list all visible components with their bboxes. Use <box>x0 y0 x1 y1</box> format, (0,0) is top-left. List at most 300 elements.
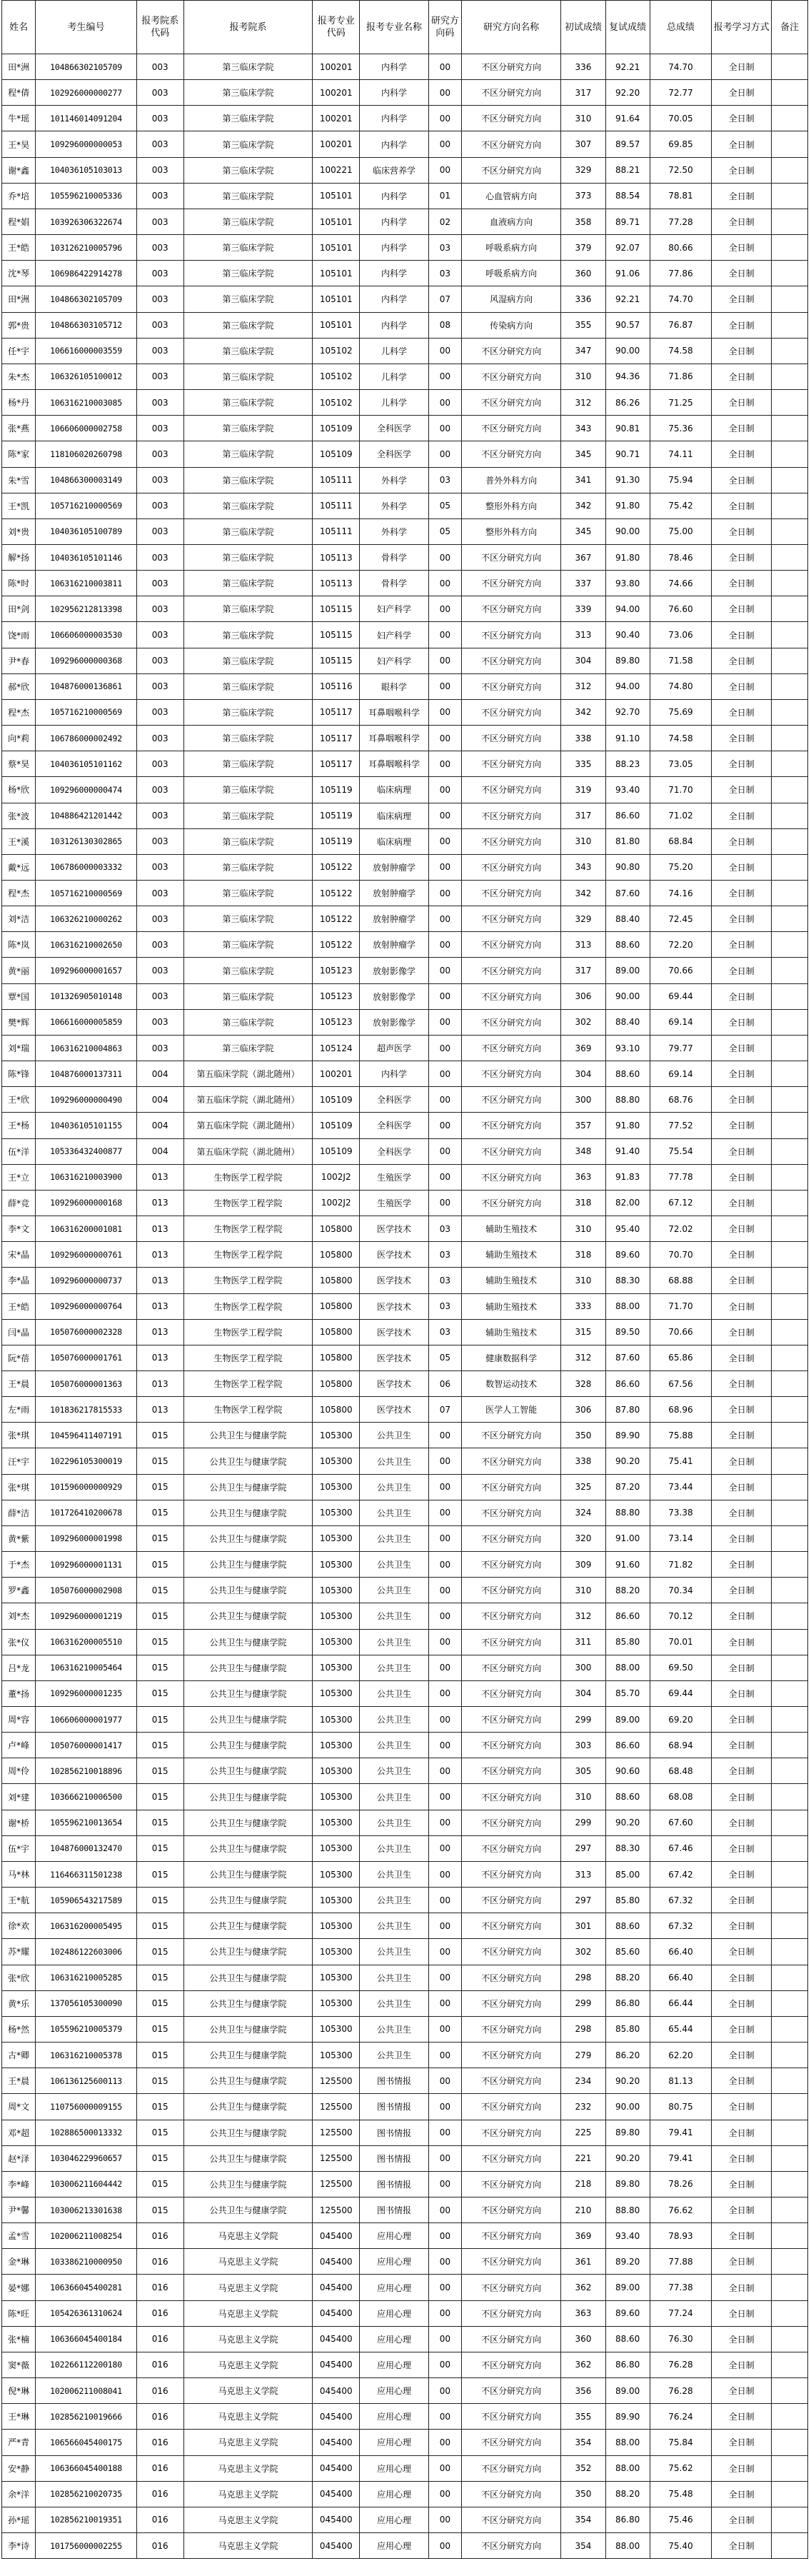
dir-code-cell: 00 <box>428 2275 461 2300</box>
study-mode-cell: 全日制 <box>712 2068 772 2094</box>
major-cell: 公共卫生 <box>360 1552 429 1578</box>
table-row <box>2 1397 808 1423</box>
table-row <box>2 235 808 261</box>
prelim-score-cell: 234 <box>561 2068 605 2094</box>
total-score-cell: 77.88 <box>650 2249 711 2275</box>
name-cell: 王*晨 <box>2 1370 36 1396</box>
study-mode-cell: 全日制 <box>712 1784 772 1810</box>
dept-code-cell: 013 <box>136 1216 183 1242</box>
dept-code-cell: 004 <box>136 1138 183 1164</box>
dept-cell: 第三临床学院 <box>183 1035 313 1061</box>
study-mode-cell: 全日制 <box>712 1680 772 1706</box>
dir-cell: 不区分研究方向 <box>461 2249 560 2275</box>
dept-cell: 生物医学工程学院 <box>183 1293 313 1319</box>
dir-code-cell: 00 <box>428 932 461 958</box>
dir-cell: 不区分研究方向 <box>461 1448 560 1474</box>
dept-cell: 公共卫生与健康学院 <box>183 1578 313 1603</box>
dir-cell: 不区分研究方向 <box>461 544 560 570</box>
table-row <box>2 1629 808 1655</box>
note-cell <box>772 1061 808 1087</box>
total-score-cell: 67.46 <box>650 1835 711 1861</box>
exam-id-cell: 105596210005336 <box>36 183 137 209</box>
exam-id-cell: 109296000001235 <box>36 1680 137 1706</box>
table-row <box>2 1680 808 1706</box>
exam-id-cell: 106616000005859 <box>36 1009 137 1035</box>
major-code-cell: 105300 <box>313 1603 360 1629</box>
dept-code-cell: 003 <box>136 1009 183 1035</box>
retest-score-cell: 86.80 <box>605 1990 650 2016</box>
prelim-score-cell: 329 <box>561 157 605 183</box>
total-score-cell: 71.70 <box>650 1293 711 1319</box>
dir-cell: 不区分研究方向 <box>461 1423 560 1448</box>
dept-code-cell: 003 <box>136 54 183 80</box>
study-mode-cell: 全日制 <box>712 209 772 234</box>
retest-score-cell: 87.60 <box>605 881 650 906</box>
retest-score-cell: 88.30 <box>605 1835 650 1861</box>
dept-code-cell: 003 <box>136 751 183 777</box>
dir-cell: 不区分研究方向 <box>461 1009 560 1035</box>
table-row <box>2 416 808 441</box>
dir-cell: 不区分研究方向 <box>461 1629 560 1655</box>
major-cell: 全科医学 <box>360 1087 429 1113</box>
dir-cell: 不区分研究方向 <box>461 1680 560 1706</box>
note-cell <box>772 1448 808 1474</box>
dept-cell: 第三临床学院 <box>183 571 313 596</box>
table-row <box>2 54 808 80</box>
table-row <box>2 2455 808 2481</box>
dept-cell: 公共卫生与健康学院 <box>183 1990 313 2016</box>
retest-score-cell: 94.00 <box>605 673 650 699</box>
table-row <box>2 1138 808 1164</box>
note-cell <box>772 2378 808 2404</box>
retest-score-cell: 88.00 <box>605 2533 650 2559</box>
retest-score-cell: 90.57 <box>605 312 650 338</box>
dept-cell: 公共卫生与健康学院 <box>183 1784 313 1810</box>
retest-score-cell: 91.83 <box>605 1164 650 1190</box>
dept-code-cell: 003 <box>136 261 183 286</box>
major-cell: 放射肿瘤学 <box>360 932 429 958</box>
major-cell: 内科学 <box>360 312 429 338</box>
name-cell: 周*伶 <box>2 1758 36 1784</box>
name-cell: 王*昊 <box>2 131 36 157</box>
dir-code-cell: 03 <box>428 1268 461 1293</box>
study-mode-cell: 全日制 <box>712 1500 772 1525</box>
table-row <box>2 2533 808 2559</box>
major-cell: 生殖医学 <box>360 1164 429 1190</box>
table-row <box>2 932 808 958</box>
dept-cell: 公共卫生与健康学院 <box>183 1939 313 1965</box>
note-cell <box>772 235 808 261</box>
dir-code-cell: 07 <box>428 1397 461 1423</box>
dept-code-cell: 016 <box>136 2378 183 2404</box>
dir-cell: 不区分研究方向 <box>461 2404 560 2430</box>
prelim-score-cell: 304 <box>561 648 605 673</box>
dir-code-cell: 05 <box>428 518 461 544</box>
note-cell <box>772 1810 808 1835</box>
major-code-cell: 105122 <box>313 932 360 958</box>
study-mode-cell: 全日制 <box>712 2455 772 2481</box>
note-cell <box>772 1525 808 1551</box>
dir-cell: 不区分研究方向 <box>461 622 560 648</box>
name-cell: 黄*紫 <box>2 1525 36 1551</box>
major-code-cell: 105300 <box>313 1578 360 1603</box>
note-cell <box>772 1268 808 1293</box>
dir-cell: 不区分研究方向 <box>461 2171 560 2197</box>
dept-code-cell: 015 <box>136 1835 183 1861</box>
prelim-score-cell: 337 <box>561 571 605 596</box>
total-score-cell: 75.41 <box>650 1448 711 1474</box>
retest-score-cell: 92.21 <box>605 54 650 80</box>
note-cell <box>772 1707 808 1733</box>
dept-cell: 公共卫生与健康学院 <box>183 1552 313 1578</box>
header-dir-code: 研究方向码 <box>428 1 461 54</box>
note-cell <box>772 673 808 699</box>
major-cell: 公共卫生 <box>360 1939 429 1965</box>
major-cell: 外科学 <box>360 518 429 544</box>
prelim-score-cell: 317 <box>561 80 605 106</box>
prelim-score-cell: 301 <box>561 1913 605 1939</box>
header-major: 报考专业名称 <box>360 1 429 54</box>
major-code-cell: 105119 <box>313 777 360 803</box>
dept-cell: 生物医学工程学院 <box>183 1319 313 1345</box>
exam-id-cell: 105716210000569 <box>36 699 137 725</box>
study-mode-cell: 全日制 <box>712 1164 772 1190</box>
dir-code-cell: 00 <box>428 1164 461 1190</box>
exam-id-cell: 103046229960657 <box>36 2145 137 2171</box>
note-cell <box>772 803 808 828</box>
major-cell: 图书情报 <box>360 2094 429 2120</box>
prelim-score-cell: 338 <box>561 726 605 751</box>
prelim-score-cell: 310 <box>561 1784 605 1810</box>
dir-code-cell: 03 <box>428 1242 461 1268</box>
study-mode-cell: 全日制 <box>712 1603 772 1629</box>
dir-code-cell: 00 <box>428 828 461 854</box>
prelim-score-cell: 317 <box>561 803 605 828</box>
study-mode-cell: 全日制 <box>712 777 772 803</box>
major-cell: 公共卫生 <box>360 1758 429 1784</box>
total-score-cell: 77.52 <box>650 1113 711 1138</box>
prelim-score-cell: 232 <box>561 2094 605 2120</box>
dept-cell: 第三临床学院 <box>183 518 313 544</box>
dept-cell: 公共卫生与健康学院 <box>183 1603 313 1629</box>
total-score-cell: 66.44 <box>650 1990 711 2016</box>
name-cell: 李*文 <box>2 1216 36 1242</box>
name-cell: 田*洲 <box>2 54 36 80</box>
dept-code-cell: 015 <box>136 1707 183 1733</box>
dir-code-cell: 00 <box>428 906 461 932</box>
retest-score-cell: 85.80 <box>605 1629 650 1655</box>
note-cell <box>772 2352 808 2377</box>
major-code-cell: 1002J2 <box>313 1164 360 1190</box>
dept-cell: 第三临床学院 <box>183 932 313 958</box>
dept-cell: 公共卫生与健康学院 <box>183 2120 313 2145</box>
dir-code-cell: 00 <box>428 1087 461 1113</box>
table-row <box>2 2223 808 2249</box>
study-mode-cell: 全日制 <box>712 751 772 777</box>
total-score-cell: 71.82 <box>650 1552 711 1578</box>
total-score-cell: 75.84 <box>650 2430 711 2455</box>
retest-score-cell: 88.30 <box>605 1268 650 1293</box>
header-prelim: 初试成绩 <box>561 1 605 54</box>
note-cell <box>772 2068 808 2094</box>
total-score-cell: 67.32 <box>650 1913 711 1939</box>
dept-code-cell: 003 <box>136 622 183 648</box>
study-mode-cell: 全日制 <box>712 544 772 570</box>
study-mode-cell: 全日制 <box>712 571 772 596</box>
exam-id-cell: 104036105101162 <box>36 751 137 777</box>
dir-code-cell: 01 <box>428 183 461 209</box>
exam-id-cell: 137056105300090 <box>36 1990 137 2016</box>
major-cell: 应用心理 <box>360 2249 429 2275</box>
study-mode-cell: 全日制 <box>712 1810 772 1835</box>
dept-code-cell: 003 <box>136 364 183 389</box>
name-cell: 于*杰 <box>2 1552 36 1578</box>
prelim-score-cell: 347 <box>561 338 605 364</box>
dept-code-cell: 003 <box>136 467 183 493</box>
dept-cell: 第三临床学院 <box>183 312 313 338</box>
dir-cell: 血液病方向 <box>461 209 560 234</box>
name-cell: 牛*瑶 <box>2 106 36 131</box>
dir-code-cell: 00 <box>428 1784 461 1810</box>
exam-id-cell: 102856210019666 <box>36 2404 137 2430</box>
table-row <box>2 312 808 338</box>
dept-code-cell: 013 <box>136 1190 183 1216</box>
study-mode-cell: 全日制 <box>712 54 772 80</box>
prelim-score-cell: 312 <box>561 1345 605 1370</box>
header-total: 总成绩 <box>650 1 711 54</box>
table-row <box>2 1268 808 1293</box>
table-row <box>2 1578 808 1603</box>
retest-score-cell: 88.00 <box>605 2430 650 2455</box>
major-cell: 内科学 <box>360 261 429 286</box>
dir-code-cell: 00 <box>428 2430 461 2455</box>
study-mode-cell: 全日制 <box>712 828 772 854</box>
exam-id-cell: 102856210018896 <box>36 1758 137 1784</box>
major-cell: 公共卫生 <box>360 1680 429 1706</box>
study-mode-cell: 全日制 <box>712 157 772 183</box>
study-mode-cell: 全日制 <box>712 1035 772 1061</box>
study-mode-cell: 全日制 <box>712 906 772 932</box>
exam-id-cell: 104876000132470 <box>36 1835 137 1861</box>
major-code-cell: 045400 <box>313 2352 360 2377</box>
major-cell: 医学技术 <box>360 1345 429 1370</box>
note-cell <box>772 2455 808 2481</box>
prelim-score-cell: 336 <box>561 286 605 312</box>
dir-code-cell: 00 <box>428 2171 461 2197</box>
retest-score-cell: 91.80 <box>605 544 650 570</box>
prelim-score-cell: 348 <box>561 1138 605 1164</box>
prelim-score-cell: 355 <box>561 2404 605 2430</box>
dept-code-cell: 003 <box>136 881 183 906</box>
major-code-cell: 105122 <box>313 906 360 932</box>
dir-code-cell: 06 <box>428 1370 461 1396</box>
study-mode-cell: 全日制 <box>712 2120 772 2145</box>
dir-code-cell: 00 <box>428 338 461 364</box>
retest-score-cell: 90.60 <box>605 1758 650 1784</box>
note-cell <box>772 1578 808 1603</box>
major-code-cell: 100201 <box>313 54 360 80</box>
study-mode-cell: 全日制 <box>712 1242 772 1268</box>
total-score-cell: 66.40 <box>650 1939 711 1965</box>
exam-id-cell: 106316210003085 <box>36 390 137 416</box>
total-score-cell: 74.58 <box>650 338 711 364</box>
table-row <box>2 261 808 286</box>
dir-cell: 不区分研究方向 <box>461 1500 560 1525</box>
total-score-cell: 81.13 <box>650 2068 711 2094</box>
retest-score-cell: 88.20 <box>605 2481 650 2507</box>
total-score-cell: 69.20 <box>650 1707 711 1733</box>
major-cell: 应用心理 <box>360 2378 429 2404</box>
note-cell <box>772 751 808 777</box>
name-cell: 伍*宇 <box>2 1835 36 1861</box>
retest-score-cell: 85.80 <box>605 2016 650 2042</box>
major-code-cell: 105117 <box>313 726 360 751</box>
prelim-score-cell: 299 <box>561 1810 605 1835</box>
note-cell <box>772 1113 808 1138</box>
dept-cell: 第三临床学院 <box>183 906 313 932</box>
dir-code-cell: 00 <box>428 1939 461 1965</box>
major-code-cell: 045400 <box>313 2300 360 2326</box>
name-cell: 孙*瑶 <box>2 2507 36 2532</box>
study-mode-cell: 全日制 <box>712 648 772 673</box>
table-body <box>2 54 808 2559</box>
total-score-cell: 77.24 <box>650 2300 711 2326</box>
name-cell: 杨*丹 <box>2 390 36 416</box>
note-cell <box>772 1293 808 1319</box>
dept-cell: 第三临床学院 <box>183 131 313 157</box>
major-cell: 内科学 <box>360 235 429 261</box>
retest-score-cell: 89.00 <box>605 958 650 983</box>
dept-code-cell: 015 <box>136 1784 183 1810</box>
note-cell <box>772 312 808 338</box>
dir-code-cell: 00 <box>428 622 461 648</box>
dir-cell: 不区分研究方向 <box>461 596 560 622</box>
dept-cell: 第三临床学院 <box>183 157 313 183</box>
major-cell: 公共卫生 <box>360 1474 429 1500</box>
table-row <box>2 958 808 983</box>
major-cell: 放射肿瘤学 <box>360 854 429 880</box>
prelim-score-cell: 221 <box>561 2145 605 2171</box>
study-mode-cell: 全日制 <box>712 286 772 312</box>
prelim-score-cell: 363 <box>561 2300 605 2326</box>
retest-score-cell: 86.80 <box>605 2352 650 2377</box>
prelim-score-cell: 297 <box>561 1888 605 1913</box>
dir-code-cell: 00 <box>428 441 461 467</box>
dept-code-cell: 004 <box>136 1061 183 1087</box>
name-cell: 邓*超 <box>2 2120 36 2145</box>
dept-code-cell: 015 <box>136 1655 183 1680</box>
table-row <box>2 983 808 1009</box>
retest-score-cell: 90.20 <box>605 2145 650 2171</box>
note-cell <box>772 906 808 932</box>
dept-code-cell: 015 <box>136 2094 183 2120</box>
retest-score-cell: 85.80 <box>605 1888 650 1913</box>
retest-score-cell: 89.50 <box>605 1319 650 1345</box>
dept-cell: 第三临床学院 <box>183 364 313 389</box>
name-cell: 刘*杰 <box>2 1603 36 1629</box>
major-code-cell: 105101 <box>313 235 360 261</box>
major-code-cell: 045400 <box>313 2378 360 2404</box>
major-code-cell: 105800 <box>313 1216 360 1242</box>
table-row <box>2 2430 808 2455</box>
prelim-score-cell: 315 <box>561 1319 605 1345</box>
prelim-score-cell: 300 <box>561 1655 605 1680</box>
prelim-score-cell: 356 <box>561 2378 605 2404</box>
major-cell: 公共卫生 <box>360 1733 429 1758</box>
dir-code-cell: 00 <box>428 1423 461 1448</box>
exam-id-cell: 104036105103013 <box>36 157 137 183</box>
major-code-cell: 105102 <box>313 338 360 364</box>
total-score-cell: 79.41 <box>650 2145 711 2171</box>
major-code-cell: 105800 <box>313 1293 360 1319</box>
name-cell: 张*燕 <box>2 416 36 441</box>
total-score-cell: 62.20 <box>650 2043 711 2068</box>
table-row <box>2 673 808 699</box>
dir-cell: 不区分研究方向 <box>461 1578 560 1603</box>
dir-code-cell: 00 <box>428 571 461 596</box>
dir-code-cell: 00 <box>428 1990 461 2016</box>
major-code-cell: 105111 <box>313 467 360 493</box>
study-mode-cell: 全日制 <box>712 2300 772 2326</box>
dept-cell: 公共卫生与健康学院 <box>183 2016 313 2042</box>
major-cell: 儿科学 <box>360 390 429 416</box>
exam-id-cell: 104036105101155 <box>36 1113 137 1138</box>
exam-id-cell: 106316210005464 <box>36 1655 137 1680</box>
major-cell: 医学技术 <box>360 1216 429 1242</box>
major-code-cell: 105300 <box>313 1629 360 1655</box>
dir-cell: 不区分研究方向 <box>461 2326 560 2352</box>
table-row <box>2 1939 808 1965</box>
note-cell <box>772 1474 808 1500</box>
table-row <box>2 106 808 131</box>
exam-id-cell: 104866302105709 <box>36 286 137 312</box>
study-mode-cell: 全日制 <box>712 2533 772 2559</box>
name-cell: 安*静 <box>2 2455 36 2481</box>
dept-cell: 马克思主义学院 <box>183 2326 313 2352</box>
study-mode-cell: 全日制 <box>712 1190 772 1216</box>
prelim-score-cell: 317 <box>561 958 605 983</box>
note-cell <box>772 209 808 234</box>
total-score-cell: 78.46 <box>650 544 711 570</box>
name-cell: 戴*远 <box>2 854 36 880</box>
dept-code-cell: 015 <box>136 1913 183 1939</box>
table-row <box>2 2481 808 2507</box>
note-cell <box>772 1242 808 1268</box>
dir-code-cell: 00 <box>428 2223 461 2249</box>
total-score-cell: 67.42 <box>650 1861 711 1887</box>
name-cell: 樊*辉 <box>2 1009 36 1035</box>
dir-cell: 不区分研究方向 <box>461 2197 560 2222</box>
study-mode-cell: 全日制 <box>712 2094 772 2120</box>
study-mode-cell: 全日制 <box>712 1888 772 1913</box>
note-cell <box>772 1397 808 1423</box>
note-cell <box>772 1190 808 1216</box>
table-row <box>2 1345 808 1370</box>
dir-cell: 不区分研究方向 <box>461 2507 560 2532</box>
name-cell: 左*雨 <box>2 1397 36 1423</box>
prelim-score-cell: 345 <box>561 441 605 467</box>
study-mode-cell: 全日制 <box>712 1733 772 1758</box>
dept-cell: 第三临床学院 <box>183 828 313 854</box>
major-cell: 公共卫生 <box>360 2016 429 2042</box>
dir-cell: 辅助生殖技术 <box>461 1242 560 1268</box>
note-cell <box>772 1913 808 1939</box>
retest-score-cell: 86.60 <box>605 1603 650 1629</box>
study-mode-cell: 全日制 <box>712 312 772 338</box>
prelim-score-cell: 299 <box>561 1707 605 1733</box>
major-code-cell: 105300 <box>313 1474 360 1500</box>
retest-score-cell: 90.81 <box>605 416 650 441</box>
